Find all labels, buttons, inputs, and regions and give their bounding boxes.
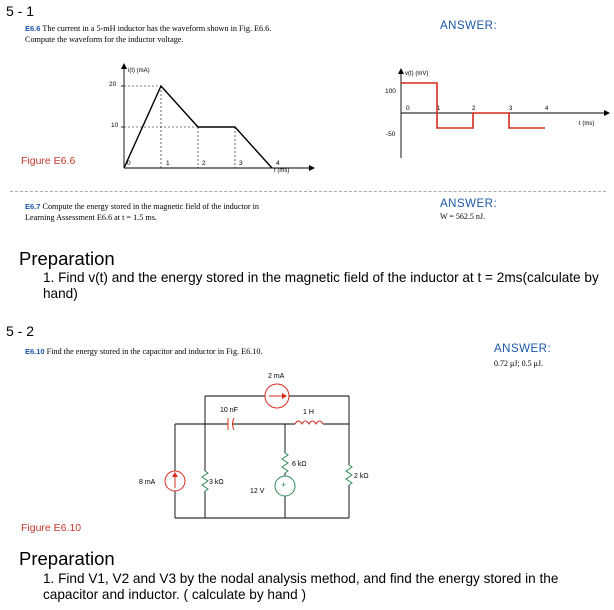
y-tick-label: 20 — [109, 81, 117, 88]
figure-caption: Figure E6.10 — [21, 522, 82, 534]
voltage-source-label: 12 V — [250, 488, 265, 495]
problem-e610 — [25, 346, 263, 357]
resistor-left-label: 3 kΩ — [209, 479, 224, 486]
problem-e67-line2: Learning Assessment E6.6 at t = 1.5 ms. — [25, 213, 157, 222]
voltage-waveform-graph — [365, 62, 614, 162]
x-axis-arrow — [309, 165, 315, 171]
circuit-diagram — [105, 360, 405, 530]
problem-label: E6.10 — [25, 347, 45, 356]
section-header: 5 - 1 — [6, 3, 35, 19]
y-tick-label: 0 — [406, 105, 410, 112]
preparation-item: 1. Find V1, V2 and V3 by the nodal analysis method, and find the energy stored in the capacitor and inductor. ( calculate by hand ) — [43, 571, 559, 602]
y-tick-label: -50 — [386, 131, 396, 138]
x-tick-label: 3 — [239, 160, 243, 167]
x-tick-label: 1 — [166, 160, 170, 167]
answer-label: ANSWER: — [494, 343, 552, 355]
resistor-3k — [202, 471, 208, 491]
source-top-label: 2 mA — [268, 373, 285, 380]
problem-text: Compute the energy stored in the magnetic field of the inductor in — [42, 202, 260, 211]
x-tick-label: 4 — [545, 106, 549, 112]
source-left-label: 8 mA — [139, 479, 156, 486]
voltage-source-12v — [275, 476, 295, 496]
current-source-8ma — [165, 471, 185, 491]
problem-label: E6.6 — [25, 24, 41, 33]
resistor-right-label: 2 kΩ — [354, 473, 369, 480]
problem-e66-line1 — [25, 23, 271, 34]
x-tick-label: 4 — [276, 160, 280, 167]
y-tick-label: 10 — [111, 122, 119, 129]
x-tick-label: 1 — [437, 106, 441, 112]
x-tick-label: 2 — [472, 106, 476, 112]
resistor-2k — [346, 465, 352, 485]
x-axis-label: t (ms) — [274, 168, 290, 174]
plus-sign: + — [281, 480, 287, 490]
inductor-label: 1 H — [303, 409, 314, 416]
answer-label: ANSWER: — [440, 20, 498, 32]
answer-label: ANSWER: — [440, 198, 498, 210]
problem-e67-line1 — [25, 201, 259, 212]
resistor-6k — [282, 453, 288, 473]
x-tick-label: 3 — [509, 106, 513, 112]
x-axis-arrow — [604, 110, 610, 116]
y-axis-label: i(t) (mA) — [128, 68, 150, 74]
y-tick-label: 100 — [385, 88, 396, 95]
preparation-item: 1. Find v(t) and the energy stored in the magnetic field of the inductor at t = 2ms(calculate by hand) — [43, 270, 599, 301]
current-source-2ma — [265, 384, 289, 408]
y-axis-arrow — [398, 68, 404, 74]
section-divider — [10, 191, 606, 192]
x-tick-label: 0 — [127, 160, 131, 167]
capacitor-label: 10 nF — [220, 407, 238, 414]
problem-text: Find the energy stored in the capacitor and inductor in Fig. E6.10. — [46, 347, 263, 356]
circuit-wires — [175, 396, 349, 518]
resistor-middle-label: 6 kΩ — [292, 461, 307, 468]
x-tick-label: 2 — [202, 160, 206, 167]
y-axis-arrow — [121, 63, 127, 69]
inductor — [295, 421, 323, 424]
y-axis-label: v(t) (mV) — [405, 71, 429, 77]
figure-caption: Figure E6.6 — [21, 155, 76, 167]
answer-value: W = 562.5 nJ. — [440, 212, 486, 221]
preparation-title: Preparation — [19, 548, 115, 569]
x-axis-label: t (ms) — [579, 121, 595, 127]
answer-value: 0.72 μJ; 0.5 μJ. — [494, 359, 544, 368]
problem-label: E6.7 — [25, 202, 41, 211]
preparation-title: Preparation — [19, 248, 115, 269]
problem-e66-line2: Compute the waveform for the inductor voltage. — [25, 35, 184, 44]
current-waveform-graph — [90, 62, 330, 182]
section-header: 5 - 2 — [6, 323, 35, 339]
problem-text: The current in a 5-mH inductor has the waveform shown in Fig. E6.6. — [42, 24, 272, 33]
